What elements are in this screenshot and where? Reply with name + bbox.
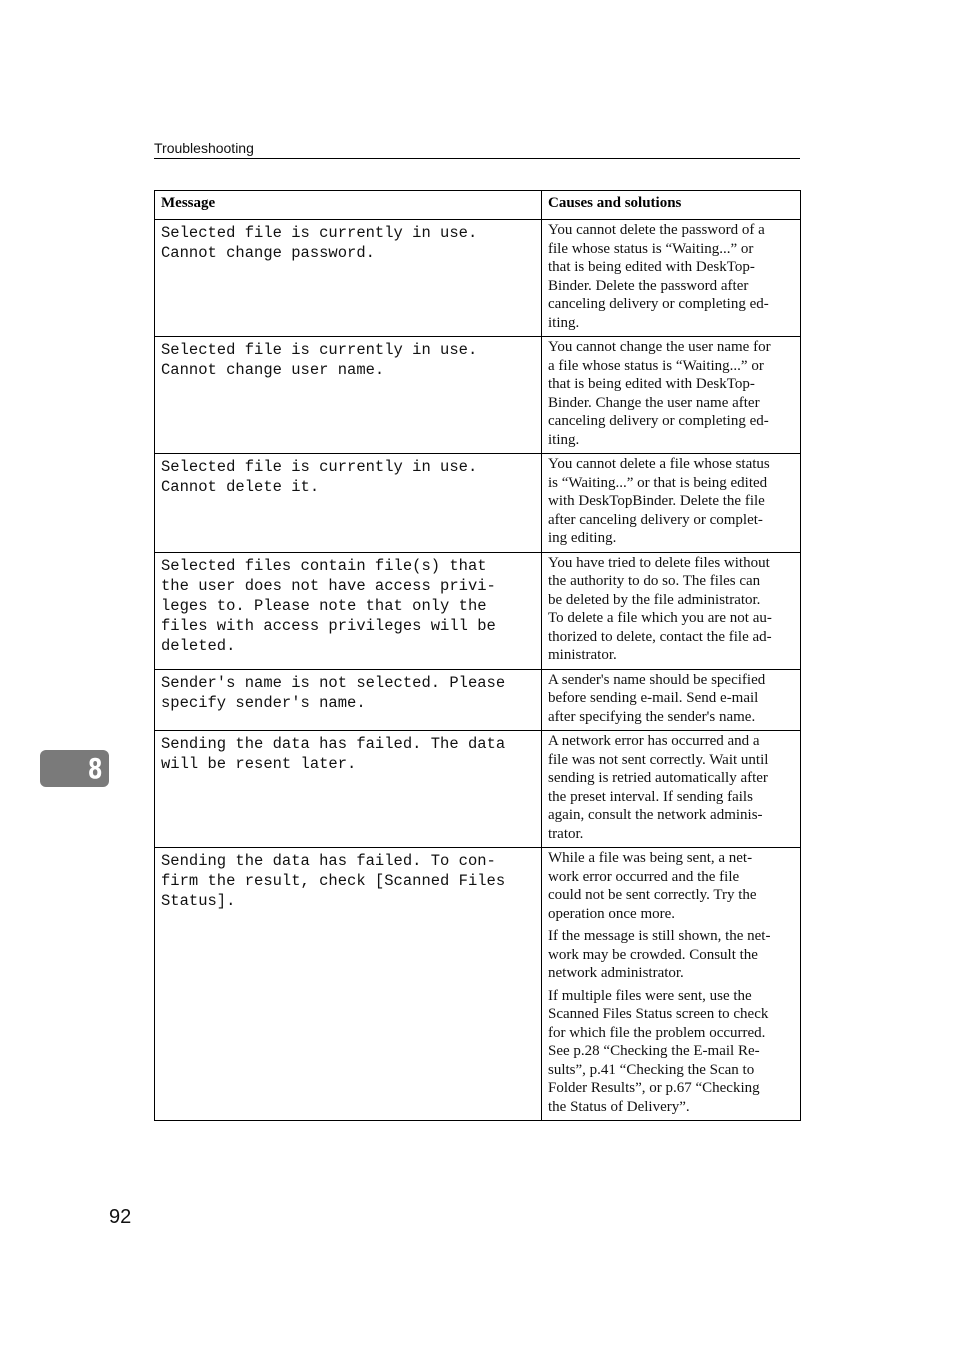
cause-line: Scanned Files Status screen to check bbox=[548, 1006, 769, 1022]
cause-line: canceling delivery or completing ed- bbox=[548, 413, 769, 429]
cause-line: with DeskTopBinder. Delete the file bbox=[548, 493, 765, 509]
cause-line: thorized to delete, contact the file ad- bbox=[548, 628, 772, 645]
cause-paragraph bbox=[548, 671, 794, 727]
cause-line: See p.28 “Checking the E-mail Re- bbox=[548, 1043, 760, 1059]
cause-line: work error occurred and the file bbox=[548, 868, 740, 885]
cause-line: that is being edited with DeskTop- bbox=[548, 376, 755, 392]
cause-line: the Status of Delivery”. bbox=[548, 1098, 690, 1115]
cause-line: be deleted by the file administrator. bbox=[548, 591, 761, 608]
cause-line: the authority to do so. The files can bbox=[548, 573, 761, 589]
cause-line: You have tried to delete files without bbox=[548, 554, 770, 571]
error-message-text: Selected file is currently in use. Cannot delete it. bbox=[155, 454, 542, 553]
cause-line: after specifying the sender's name. bbox=[548, 708, 756, 725]
cause-line: sults”, p.41 “Checking the Scan to bbox=[548, 1061, 755, 1078]
cause-line: You cannot change the user name for bbox=[548, 339, 771, 355]
error-message-text: Selected files contain file(s) that the user does not have access privi- leges to. Please note that only the files with access privileges will be deleted. bbox=[155, 552, 542, 669]
table-row bbox=[155, 848, 801, 1121]
cause-line: again, consult the network adminis- bbox=[548, 807, 763, 823]
cause-line: A sender's name should be specified bbox=[548, 671, 766, 688]
cause-paragraph bbox=[548, 849, 794, 923]
cause-paragraph bbox=[548, 554, 794, 665]
cause-solution-cell bbox=[542, 552, 801, 669]
cause-paragraph bbox=[548, 338, 794, 449]
cause-line: Binder. Change the user name after bbox=[548, 394, 760, 411]
table-row bbox=[155, 454, 801, 553]
cause-line: Binder. Delete the password after bbox=[548, 277, 749, 294]
chapter-tab bbox=[40, 750, 109, 787]
running-header: Troubleshooting bbox=[154, 138, 800, 159]
cause-solution-cell bbox=[542, 220, 801, 337]
column-header-causes: Causes and solutions bbox=[542, 191, 801, 220]
cause-line: Folder Results”, or p.67 “Checking bbox=[548, 1080, 760, 1096]
cause-line: sending is retried automatically after bbox=[548, 770, 768, 786]
cause-solution-cell bbox=[542, 669, 801, 731]
cause-line: ministrator. bbox=[548, 647, 617, 663]
cause-paragraph bbox=[548, 221, 794, 332]
error-message-text: Selected file is currently in use. Cannot change password. bbox=[155, 220, 542, 337]
cause-line: You cannot delete a file whose status bbox=[548, 456, 770, 472]
table-row bbox=[155, 669, 801, 731]
cause-line: after canceling delivery or complet- bbox=[548, 511, 763, 528]
cause-paragraph bbox=[548, 732, 794, 843]
cause-line: is “Waiting...” or that is being edited bbox=[548, 474, 768, 491]
cause-solution-cell bbox=[542, 848, 801, 1121]
cause-paragraph bbox=[548, 455, 794, 548]
cause-line: If the message is still shown, the net- bbox=[548, 928, 771, 944]
cause-line: that is being edited with DeskTop- bbox=[548, 259, 755, 275]
cause-line: file whose status is “Waiting...” or bbox=[548, 240, 754, 257]
cause-line: the preset interval. If sending fails bbox=[548, 788, 753, 805]
error-message-text: Sending the data has failed. The data will be resent later. bbox=[155, 731, 542, 848]
cause-line: trator. bbox=[548, 825, 584, 842]
error-message-text: Sending the data has failed. To con- firm the result, check [Scanned Files Status]. bbox=[155, 848, 542, 1121]
cause-line: iting. bbox=[548, 431, 580, 448]
cause-line: before sending e-mail. Send e-mail bbox=[548, 690, 759, 706]
table-row bbox=[155, 220, 801, 337]
cause-solution-cell bbox=[542, 454, 801, 553]
error-message-text: Selected file is currently in use. Cannot change user name. bbox=[155, 337, 542, 454]
cause-line: A network error has occurred and a bbox=[548, 733, 760, 749]
cause-line: file was not sent correctly. Wait until bbox=[548, 751, 769, 768]
table-row bbox=[155, 552, 801, 669]
cause-line: work may be crowded. Consult the bbox=[548, 946, 758, 963]
cause-line: canceling delivery or completing ed- bbox=[548, 296, 769, 312]
page-number: 92 bbox=[109, 1206, 132, 1228]
cause-line: iting. bbox=[548, 314, 580, 331]
table-row bbox=[155, 337, 801, 454]
cause-paragraph bbox=[548, 927, 794, 983]
cause-line: for which file the problem occurred. bbox=[548, 1024, 766, 1041]
cause-line: If multiple files were sent, use the bbox=[548, 987, 752, 1004]
cause-line: a file whose status is “Waiting...” or bbox=[548, 357, 764, 374]
cause-line: While a file was being sent, a net- bbox=[548, 850, 753, 866]
error-message-table bbox=[154, 190, 801, 1121]
cause-paragraph bbox=[548, 987, 794, 1117]
table-row bbox=[155, 731, 801, 848]
cause-line: network administrator. bbox=[548, 965, 684, 981]
cause-line: ing editing. bbox=[548, 530, 617, 546]
cause-solution-cell bbox=[542, 337, 801, 454]
chapter-number: 8 bbox=[87, 752, 102, 785]
cause-line: operation once more. bbox=[548, 905, 676, 922]
error-message-text: Sender's name is not selected. Please specify sender's name. bbox=[155, 669, 542, 731]
cause-line: could not be sent correctly. Try the bbox=[548, 887, 757, 903]
table-header-row bbox=[155, 191, 801, 220]
cause-line: To delete a file which you are not au- bbox=[548, 610, 772, 626]
cause-solution-cell bbox=[542, 731, 801, 848]
column-header-message: Message bbox=[155, 191, 542, 220]
cause-line: You cannot delete the password of a bbox=[548, 222, 765, 238]
